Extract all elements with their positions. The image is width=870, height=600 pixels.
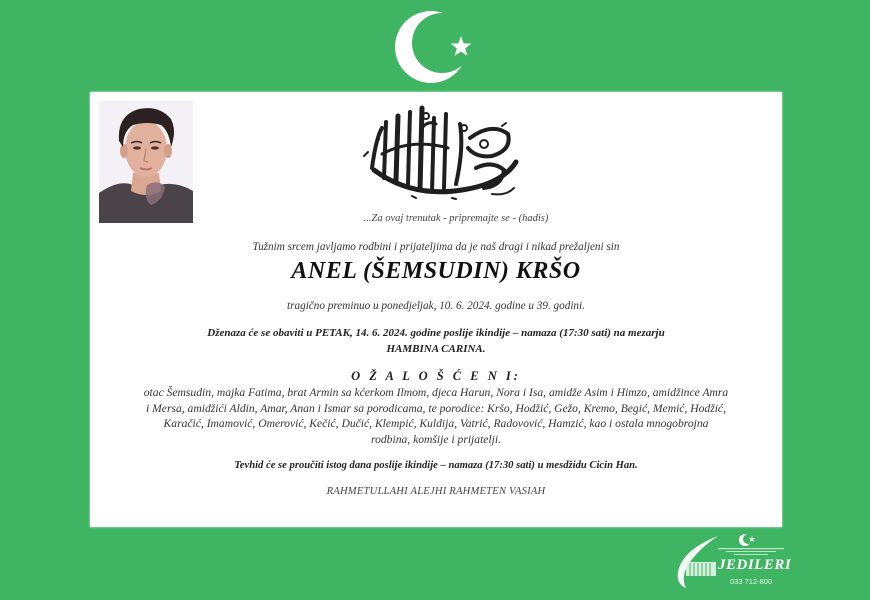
portrait-photo (99, 101, 193, 223)
mourners-list (90, 385, 782, 447)
cemetery-name: HAMBINA CARINA. (386, 343, 486, 355)
funeral-details-line: Dženaza će se obaviti u PETAK, 14. 6. 2024. godine poslije ikindije – namaza (17:30 sati) na mezarju (207, 327, 665, 339)
intro-text: Tužnim srcem javljamo rodbini i prijateljima da je naš dragi i nikad prežaljeni sin (252, 241, 620, 253)
arabic-calligraphy-icon (352, 98, 528, 210)
hadis-quote: ...Za ovaj trenutak - pripremajte se - (hadis) (363, 213, 549, 224)
obituary-card (90, 92, 782, 527)
crescent-star-icon (394, 8, 474, 86)
mourners-line: otac Šemsudin, majka Fatima, brat Armin sa kćerkom Ilmom, djeca Harun, Nora i Isa, amidže Asim i Himzo, amidžince Amra (143, 386, 729, 399)
mourners-line: rodbina, komšije i prijatelji. (371, 432, 501, 446)
mourners-line: i Mersa, amidžići Aldin, Amar, Anan i Ismar sa porodicama, te porodice: Kršo, Hodžić, Gežo, Kremo, Begić, Memić, Hodžić, (146, 401, 726, 415)
funeral-details (90, 325, 782, 357)
logo-name: JEDILERI (718, 557, 792, 573)
tevhid-text: Tevhid će se proučiti istog dana poslije ikindije – namaza (17:30 sati) u mesdžidu Cicin Han. (234, 460, 638, 471)
mourners-line: Karačić, Imamović, Omerović, Kečić, Dučić, Klempić, Kuldija, Vatrić, Radovović, Hamzić, kao i ostala mnogobrojna (163, 417, 709, 431)
mourners-heading: O Ž A L O Š Ć E N I: (351, 369, 521, 383)
logo-phone: 033 712-800 (730, 577, 773, 586)
deceased-name: ANEL (ŠEMSUDIN) KRŠO (291, 258, 581, 284)
death-date-text: tragično preminuo u ponedjeljak, 10. 6. 2024. godine u 39. godini. (287, 300, 585, 312)
closing-prayer: RAHMETULLAHI ALEJHI RAHMETEN VASIAH (326, 486, 546, 497)
